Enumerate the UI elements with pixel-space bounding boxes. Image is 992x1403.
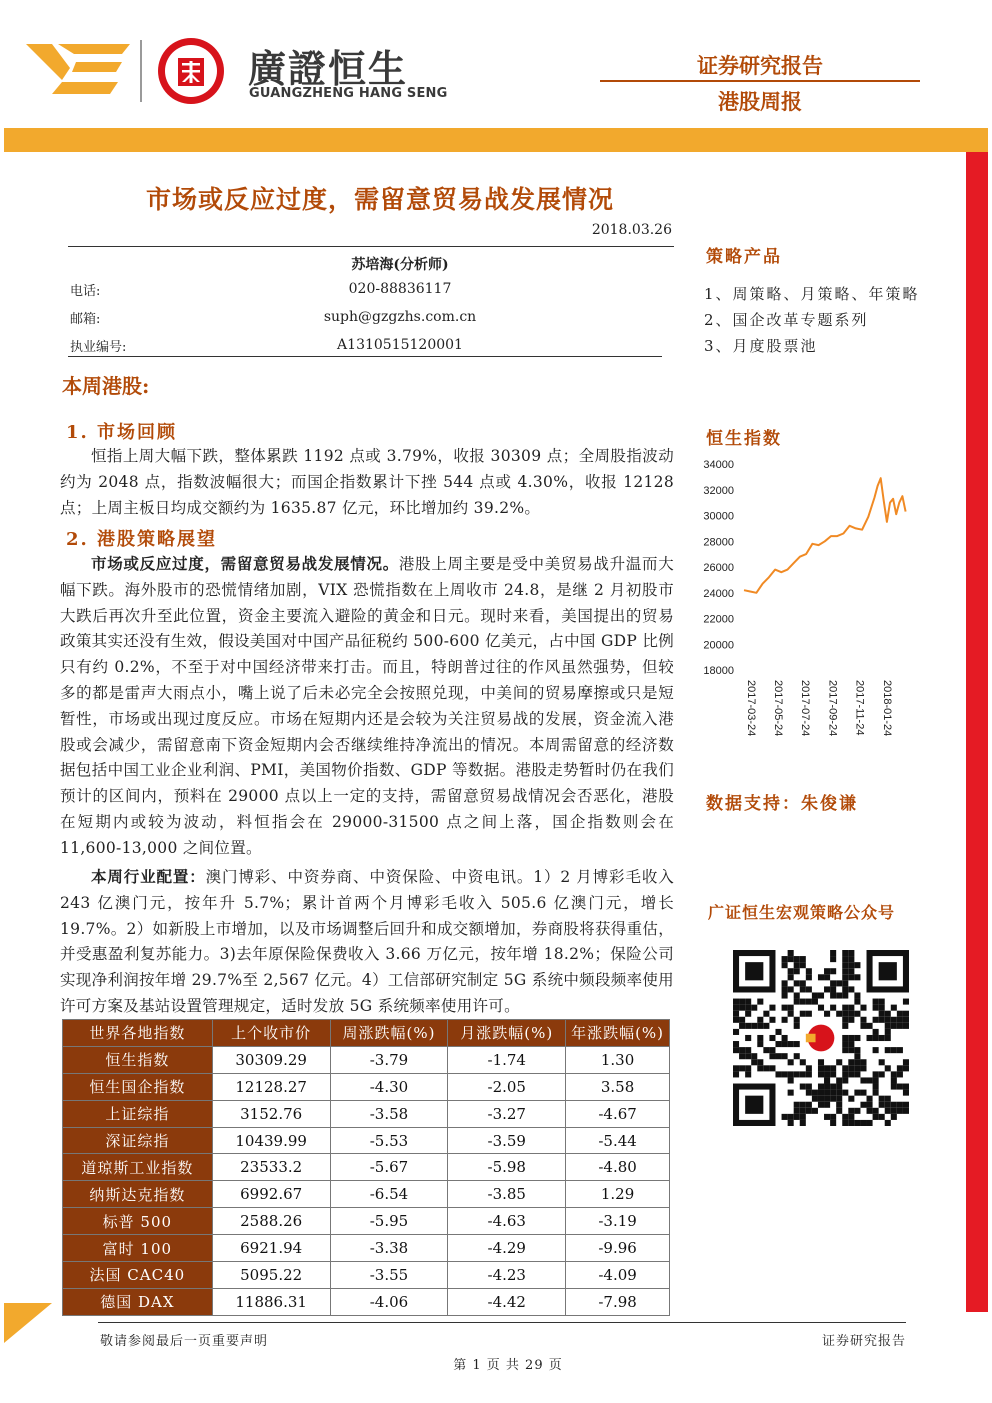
table-cell: -4.63 <box>448 1208 566 1235</box>
table-cell: -3.38 <box>330 1235 448 1262</box>
index-name-cell: 标普 500 <box>63 1208 213 1235</box>
table-cell: -4.09 <box>566 1262 670 1289</box>
table-row <box>63 1127 670 1154</box>
section2-para2-lead: 本周行业配置： <box>91 867 206 886</box>
x-tick-label: 2017-03-24 <box>745 680 757 737</box>
world-index-table <box>62 1019 670 1316</box>
x-tick-label: 2017-05-24 <box>772 680 785 737</box>
table-row <box>63 1208 670 1235</box>
license-value: A1310515120001 <box>337 337 463 353</box>
table-row <box>63 1100 670 1127</box>
table-row <box>63 1181 670 1208</box>
header-band <box>4 128 988 152</box>
report-date: 2018.03.26 <box>591 222 672 238</box>
table-header-cell: 年涨跌幅(%) <box>566 1020 670 1047</box>
index-name-cell: 德国 DAX <box>63 1288 213 1315</box>
x-tick-label: 2017-09-24 <box>826 680 839 737</box>
section2-para2-body: 澳门博彩、中资券商、中资保险、中资电讯。1）2 月博彩毛收入 243 亿澳门元，按年升 5.7%；累计首两个月博彩毛收入 505.6 亿澳门元，增长 19.7%。2）如新股上市增加，以及市场调整后回升和成交额增加，券商股将获得重估，并受惠盈利复苏能力。3)去年原保险保费收入 3.66 万亿元，按年增 18.2%；保险公司实现净利润按年增 29.7%至 2,567 亿元。4）工信部研究制定 5G 系统中频段频率使用许可方案及基站设置管理规定，适时发放 5G 系统频率使用许可。 <box>60 868 674 1015</box>
phone-value: 020-88836117 <box>348 281 452 297</box>
qr-code-icon <box>733 950 909 1126</box>
table-cell: -3.27 <box>448 1100 566 1127</box>
index-name-cell: 上证综指 <box>63 1100 213 1127</box>
table-row <box>63 1073 670 1100</box>
section2-para1-body: 港股上周主要是受中美贸易战升温而大幅下跌。海外股市的恐慌情绪加剧，VIX 恐慌指数在上周收市 24.8，是继 2 月初股市大跌后再次升至此位置，资金主要流入避险的黄金和日元。现时来看，美国提出的贸易政策其实还没有生效，假设美国对中国产品征税约 500-600 亿美元，占中国 GDP 比例只有约 0.2%，不至于对中国经济带来打击。而且，特朗普过往的作风虽然强势，但较多的都是雷声大雨点小，嘴上说了后未必完全会按照兑现，中美间的贸易摩擦或只是短暂性，市场或出现过度反应。市场在短期内还是会较为关注贸易战的发展，资金流入港股或会减少，需留意南下资金短期内会否继续维持净流出的情况。本周需留意的经济数据包括中国工业企业利润、PMI，美国物价指数、GDP 等数据。港股走势暂时仍在我们预计的区间内，预料在 29000 点以上一定的支持，需留意贸易战情况会否恶化，港股在短期内或较为波动，料恒指会在 29000-31500 点之间上落，国企指数则会在 11,600-13,000 之间位置。 <box>60 555 674 857</box>
index-name-cell: 道琼斯工业指数 <box>63 1154 213 1181</box>
x-tick-label: 2017-11-24 <box>853 680 866 736</box>
license-label: 执业编号: <box>70 340 127 355</box>
products-heading: 策略产品 <box>706 247 782 267</box>
product-item: 2、国企改革专题系列 <box>704 311 869 329</box>
y-tick-label: 20000 <box>703 639 734 652</box>
index-name-cell: 纳斯达克指数 <box>63 1181 213 1208</box>
section2-heading: 2. 港股策略展望 <box>66 529 218 550</box>
table-row <box>63 1235 670 1262</box>
phone-label: 电话: <box>70 284 101 299</box>
table-header-cell: 世界各地指数 <box>63 1020 213 1047</box>
y-tick-label: 24000 <box>703 587 734 600</box>
table-cell: -3.55 <box>330 1262 448 1289</box>
table-header-cell: 月涨跌幅(%) <box>448 1020 566 1047</box>
table-row <box>63 1154 670 1181</box>
index-name-cell: 恒生指数 <box>63 1046 213 1073</box>
table-cell: 3152.76 <box>212 1100 330 1127</box>
table-cell: 2588.26 <box>212 1208 330 1235</box>
company-seal-icon <box>156 36 226 106</box>
table-cell: -4.80 <box>566 1154 670 1181</box>
table-cell: 1.30 <box>566 1046 670 1073</box>
y-tick-label: 28000 <box>703 536 734 549</box>
table-row <box>63 1262 670 1289</box>
table-cell: 5095.22 <box>212 1262 330 1289</box>
x-tick-label: 2018-01-24 <box>880 680 893 737</box>
analyst-rule-bottom <box>68 356 662 357</box>
table-cell: -3.19 <box>566 1208 670 1235</box>
table-cell: -4.42 <box>448 1288 566 1315</box>
hsi-line-chart <box>694 452 914 752</box>
product-item: 1、周策略、月策略、年策略 <box>704 285 920 303</box>
table-cell: 30309.29 <box>212 1046 330 1073</box>
table-row <box>63 1288 670 1315</box>
data-support: 数据支持：朱俊谦 <box>706 794 858 814</box>
index-name-cell: 富时 100 <box>63 1235 213 1262</box>
table-row <box>63 1046 670 1073</box>
table-cell: -5.44 <box>566 1127 670 1154</box>
report-type: 证券研究报告 <box>697 54 823 78</box>
section2-para1-lead: 市场或反应过度，需留意贸易战发展情况。 <box>91 554 399 573</box>
product-item: 3、月度股票池 <box>704 337 818 355</box>
hsi-series-line <box>744 478 906 593</box>
table-cell: 10439.99 <box>212 1127 330 1154</box>
table-cell: 11886.31 <box>212 1288 330 1315</box>
footer-report-type: 证券研究报告 <box>821 1334 906 1349</box>
analyst-name: 苏培海(分析师) <box>351 257 449 273</box>
table-cell: 1.29 <box>566 1181 670 1208</box>
company-name-cn: 廣證恒生 <box>248 47 409 91</box>
y-tick-label: 30000 <box>703 510 734 523</box>
company-name-en: GUANGZHENG HANG SENG <box>249 86 448 101</box>
document-title: 市场或反应过度，需留意贸易战发展情况 <box>145 185 614 214</box>
analyst-rule-top <box>68 246 674 247</box>
table-header-row <box>63 1020 670 1047</box>
table-cell: -6.54 <box>330 1181 448 1208</box>
section2-para1 <box>60 551 674 862</box>
index-name-cell: 恒生国企指数 <box>63 1073 213 1100</box>
wechat-account-label: 广证恒生宏观策略公众号 <box>708 903 896 922</box>
side-red-bar <box>966 152 988 1312</box>
corner-triangle <box>4 1303 52 1343</box>
table-cell: -4.29 <box>448 1235 566 1262</box>
section1-body: 恒指上周大幅下跌，整体累跌 1192 点或 3.79%，收报 30309 点；全周股指波动约为 2048 点，指数波幅很大；而国企指数累计下挫 544 点或 4.30%，收报 12128 点；上周主板日均成交额约为 1635.87 亿元，环比增加约 39.2%。 <box>60 447 674 517</box>
table-cell: 12128.27 <box>212 1073 330 1100</box>
table-cell: -5.53 <box>330 1127 448 1154</box>
table-cell: -4.23 <box>448 1262 566 1289</box>
table-cell: 3.58 <box>566 1073 670 1100</box>
table-cell: -3.59 <box>448 1127 566 1154</box>
table-cell: -4.67 <box>566 1100 670 1127</box>
header-rule <box>600 80 920 82</box>
y-tick-label: 32000 <box>703 484 734 497</box>
section-main-heading: 本周港股: <box>62 374 150 398</box>
table-cell: -3.58 <box>330 1100 448 1127</box>
table-cell: -3.85 <box>448 1181 566 1208</box>
table-cell: -5.67 <box>330 1154 448 1181</box>
table-cell: 23533.2 <box>212 1154 330 1181</box>
table-cell: -1.74 <box>448 1046 566 1073</box>
table-header-cell: 上个收市价 <box>212 1020 330 1047</box>
table-cell: 6992.67 <box>212 1181 330 1208</box>
company-logo-ye-icon <box>22 38 132 98</box>
section2-para2 <box>60 864 674 1020</box>
logo-divider <box>140 40 142 102</box>
page-number: 第 1 页 共 29 页 <box>453 1358 563 1373</box>
table-cell: -4.06 <box>330 1288 448 1315</box>
email-value: suph@gzgzhs.com.cn <box>323 309 477 325</box>
table-cell: 6921.94 <box>212 1235 330 1262</box>
y-tick-label: 34000 <box>703 459 734 471</box>
footer-rule <box>98 1322 906 1323</box>
table-cell: -9.96 <box>566 1235 670 1262</box>
report-series: 港股周报 <box>718 90 802 114</box>
y-tick-label: 26000 <box>703 562 734 574</box>
index-name-cell: 法国 CAC40 <box>63 1262 213 1289</box>
table-cell: -5.98 <box>448 1154 566 1181</box>
x-tick-label: 2017-07-24 <box>799 680 812 737</box>
table-cell: -7.98 <box>566 1288 670 1315</box>
email-label: 邮箱: <box>70 312 101 327</box>
footer-disclaimer: 敬请参阅最后一页重要声明 <box>100 1334 269 1349</box>
table-cell: -4.30 <box>330 1073 448 1100</box>
table-cell: -2.05 <box>448 1073 566 1100</box>
table-header-cell: 周涨跌幅(%) <box>330 1020 448 1047</box>
section1-heading: 1. 市场回顾 <box>66 422 178 443</box>
table-cell: -5.95 <box>330 1208 448 1235</box>
index-name-cell: 深证综指 <box>63 1127 213 1154</box>
y-tick-label: 18000 <box>703 665 734 677</box>
chart-heading: 恒生指数 <box>706 429 782 449</box>
y-tick-label: 22000 <box>703 613 734 626</box>
table-cell: -3.79 <box>330 1046 448 1073</box>
